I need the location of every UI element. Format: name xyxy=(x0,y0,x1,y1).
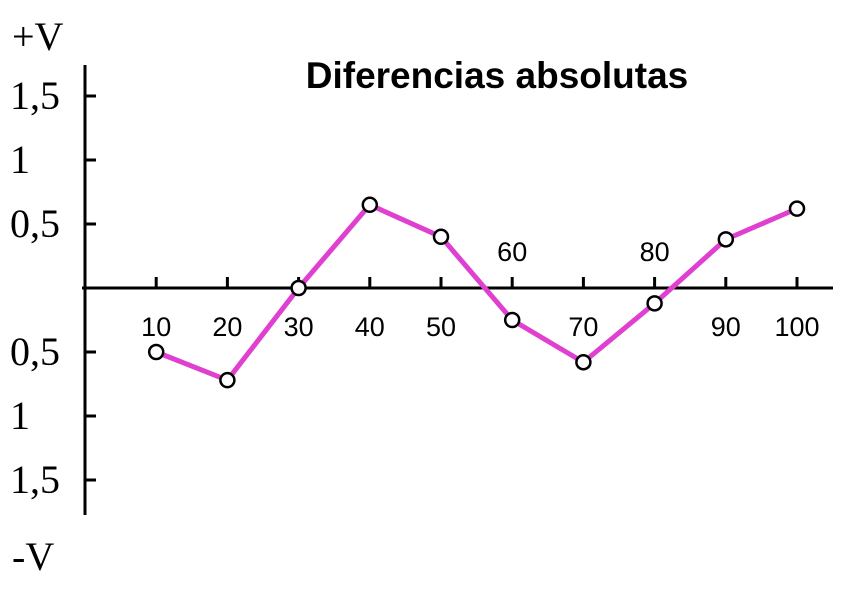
data-point xyxy=(292,281,306,295)
data-point xyxy=(719,232,733,246)
data-point xyxy=(149,345,163,359)
y-tick-label: 1,5 xyxy=(10,73,60,118)
axes xyxy=(82,65,833,515)
data-point xyxy=(790,202,804,216)
y-axis-negative-label: -V xyxy=(12,534,55,579)
series-line xyxy=(156,205,797,380)
chart-title: Diferencias absolutas xyxy=(305,55,689,96)
x-tick-label: 70 xyxy=(568,312,599,342)
x-tick-label: 100 xyxy=(774,312,820,342)
data-point xyxy=(648,296,662,310)
data-point xyxy=(576,355,590,369)
x-tick-label: 20 xyxy=(212,312,243,342)
y-tick-label: 0,5 xyxy=(10,329,60,374)
y-tick-label: 1 xyxy=(10,137,30,182)
data-point xyxy=(505,313,519,327)
data-point xyxy=(220,373,234,387)
y-tick-label: 1,5 xyxy=(10,457,60,502)
x-tick-label: 90 xyxy=(710,312,741,342)
y-axis-positive-label: +V xyxy=(12,14,64,59)
x-tick-label: 30 xyxy=(283,312,314,342)
y-tick-label: 0,5 xyxy=(10,201,60,246)
x-tick-label: 10 xyxy=(141,312,172,342)
x-tick-label: 80 xyxy=(639,237,670,267)
data-point xyxy=(363,198,377,212)
x-tick-label: 60 xyxy=(497,237,528,267)
x-tick-label: 40 xyxy=(354,312,385,342)
data-points xyxy=(149,198,804,387)
data-point xyxy=(434,230,448,244)
y-tick-label: 1 xyxy=(10,393,30,438)
x-tick-label: 50 xyxy=(425,312,457,342)
